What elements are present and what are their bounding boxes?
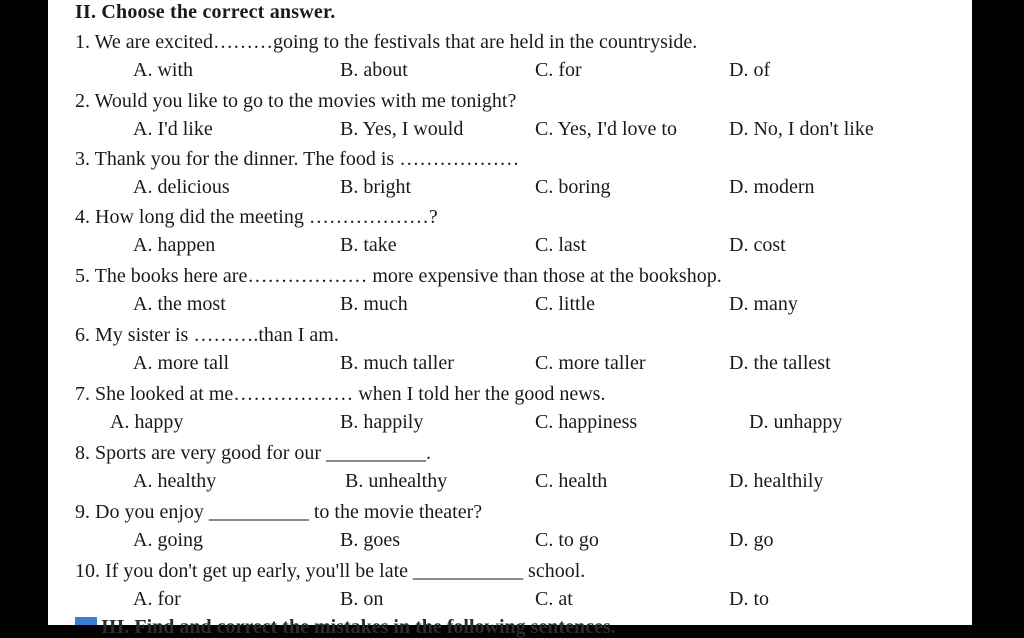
question-4-option-c: C. last	[535, 234, 587, 256]
question-1-option-b: B. about	[340, 59, 408, 81]
question-9-option-d: D. go	[729, 529, 774, 551]
section-heading: II. Choose the correct answer.	[75, 1, 336, 23]
question-7-option-c: C. happiness	[535, 411, 638, 433]
question-10-option-b: B. on	[340, 588, 384, 610]
question-9-option-c: C. to go	[535, 529, 599, 551]
question-2: 2. Would you like to go to the movies with me tonight?	[75, 90, 517, 112]
question-3: 3. Thank you for the dinner. The food is ………………	[75, 148, 520, 170]
next-section-text: III. Find and correct the mistakes in the following sentences.	[101, 616, 616, 638]
question-8: 8. Sports are very good for our __________.	[75, 442, 432, 464]
question-3-option-b: B. bright	[340, 176, 412, 198]
question-6-option-a: A. more tall	[133, 352, 230, 374]
question-10-option-c: C. at	[535, 588, 573, 610]
question-1-option-a: A. with	[133, 59, 193, 81]
question-4: 4. How long did the meeting ………………?	[75, 206, 438, 228]
question-2-option-a: A. I'd like	[133, 118, 213, 140]
question-9-option-a: A. going	[133, 529, 203, 551]
question-9-option-b: B. goes	[340, 529, 400, 551]
question-2-option-c: C. Yes, I'd love to	[535, 118, 677, 140]
question-8-option-d: D. healthily	[729, 470, 824, 492]
question-6-option-c: C. more taller	[535, 352, 646, 374]
question-4-option-a: A. happen	[133, 234, 216, 256]
question-8-option-b: B. unhealthy	[345, 470, 448, 492]
worksheet-page	[48, 0, 972, 638]
question-6-option-d: D. the tallest	[729, 352, 831, 374]
question-5-option-d: D. many	[729, 293, 798, 315]
question-5: 5. The books here are……………… more expensive than those at the bookshop.	[75, 265, 722, 287]
question-7-option-a: A. happy	[110, 411, 184, 433]
next-section-heading-cut	[75, 616, 616, 638]
question-1: 1. We are excited………going to the festivals that are held in the countryside.	[75, 31, 698, 53]
question-8-option-a: A. healthy	[133, 470, 217, 492]
question-8-option-c: C. health	[535, 470, 608, 492]
question-3-option-c: C. boring	[535, 176, 611, 198]
question-6-option-b: B. much taller	[340, 352, 454, 374]
question-10-option-d: D. to	[729, 588, 769, 610]
question-5-option-b: B. much	[340, 293, 408, 315]
question-2-option-b: B. Yes, I would	[340, 118, 464, 140]
question-9: 9. Do you enjoy __________ to the movie theater?	[75, 501, 483, 523]
question-3-option-a: A. delicious	[133, 176, 230, 198]
question-1-option-c: C. for	[535, 59, 582, 81]
question-5-option-a: A. the most	[133, 293, 226, 315]
question-5-option-c: C. little	[535, 293, 595, 315]
question-7-option-b: B. happily	[340, 411, 424, 433]
question-7-option-d: D. unhappy	[749, 411, 843, 433]
question-2-option-d: D. No, I don't like	[729, 118, 874, 140]
question-10: 10. If you don't get up early, you'll be late ___________ school.	[75, 560, 586, 582]
question-4-option-d: D. cost	[729, 234, 786, 256]
question-7: 7. She looked at me……………… when I told her the good news.	[75, 383, 606, 405]
question-1-option-d: D. of	[729, 59, 771, 81]
question-3-option-d: D. modern	[729, 176, 815, 198]
question-6: 6. My sister is ……….than I am.	[75, 324, 339, 346]
section-marker	[75, 617, 97, 625]
question-4-option-b: B. take	[340, 234, 397, 256]
question-10-option-a: A. for	[133, 588, 181, 610]
